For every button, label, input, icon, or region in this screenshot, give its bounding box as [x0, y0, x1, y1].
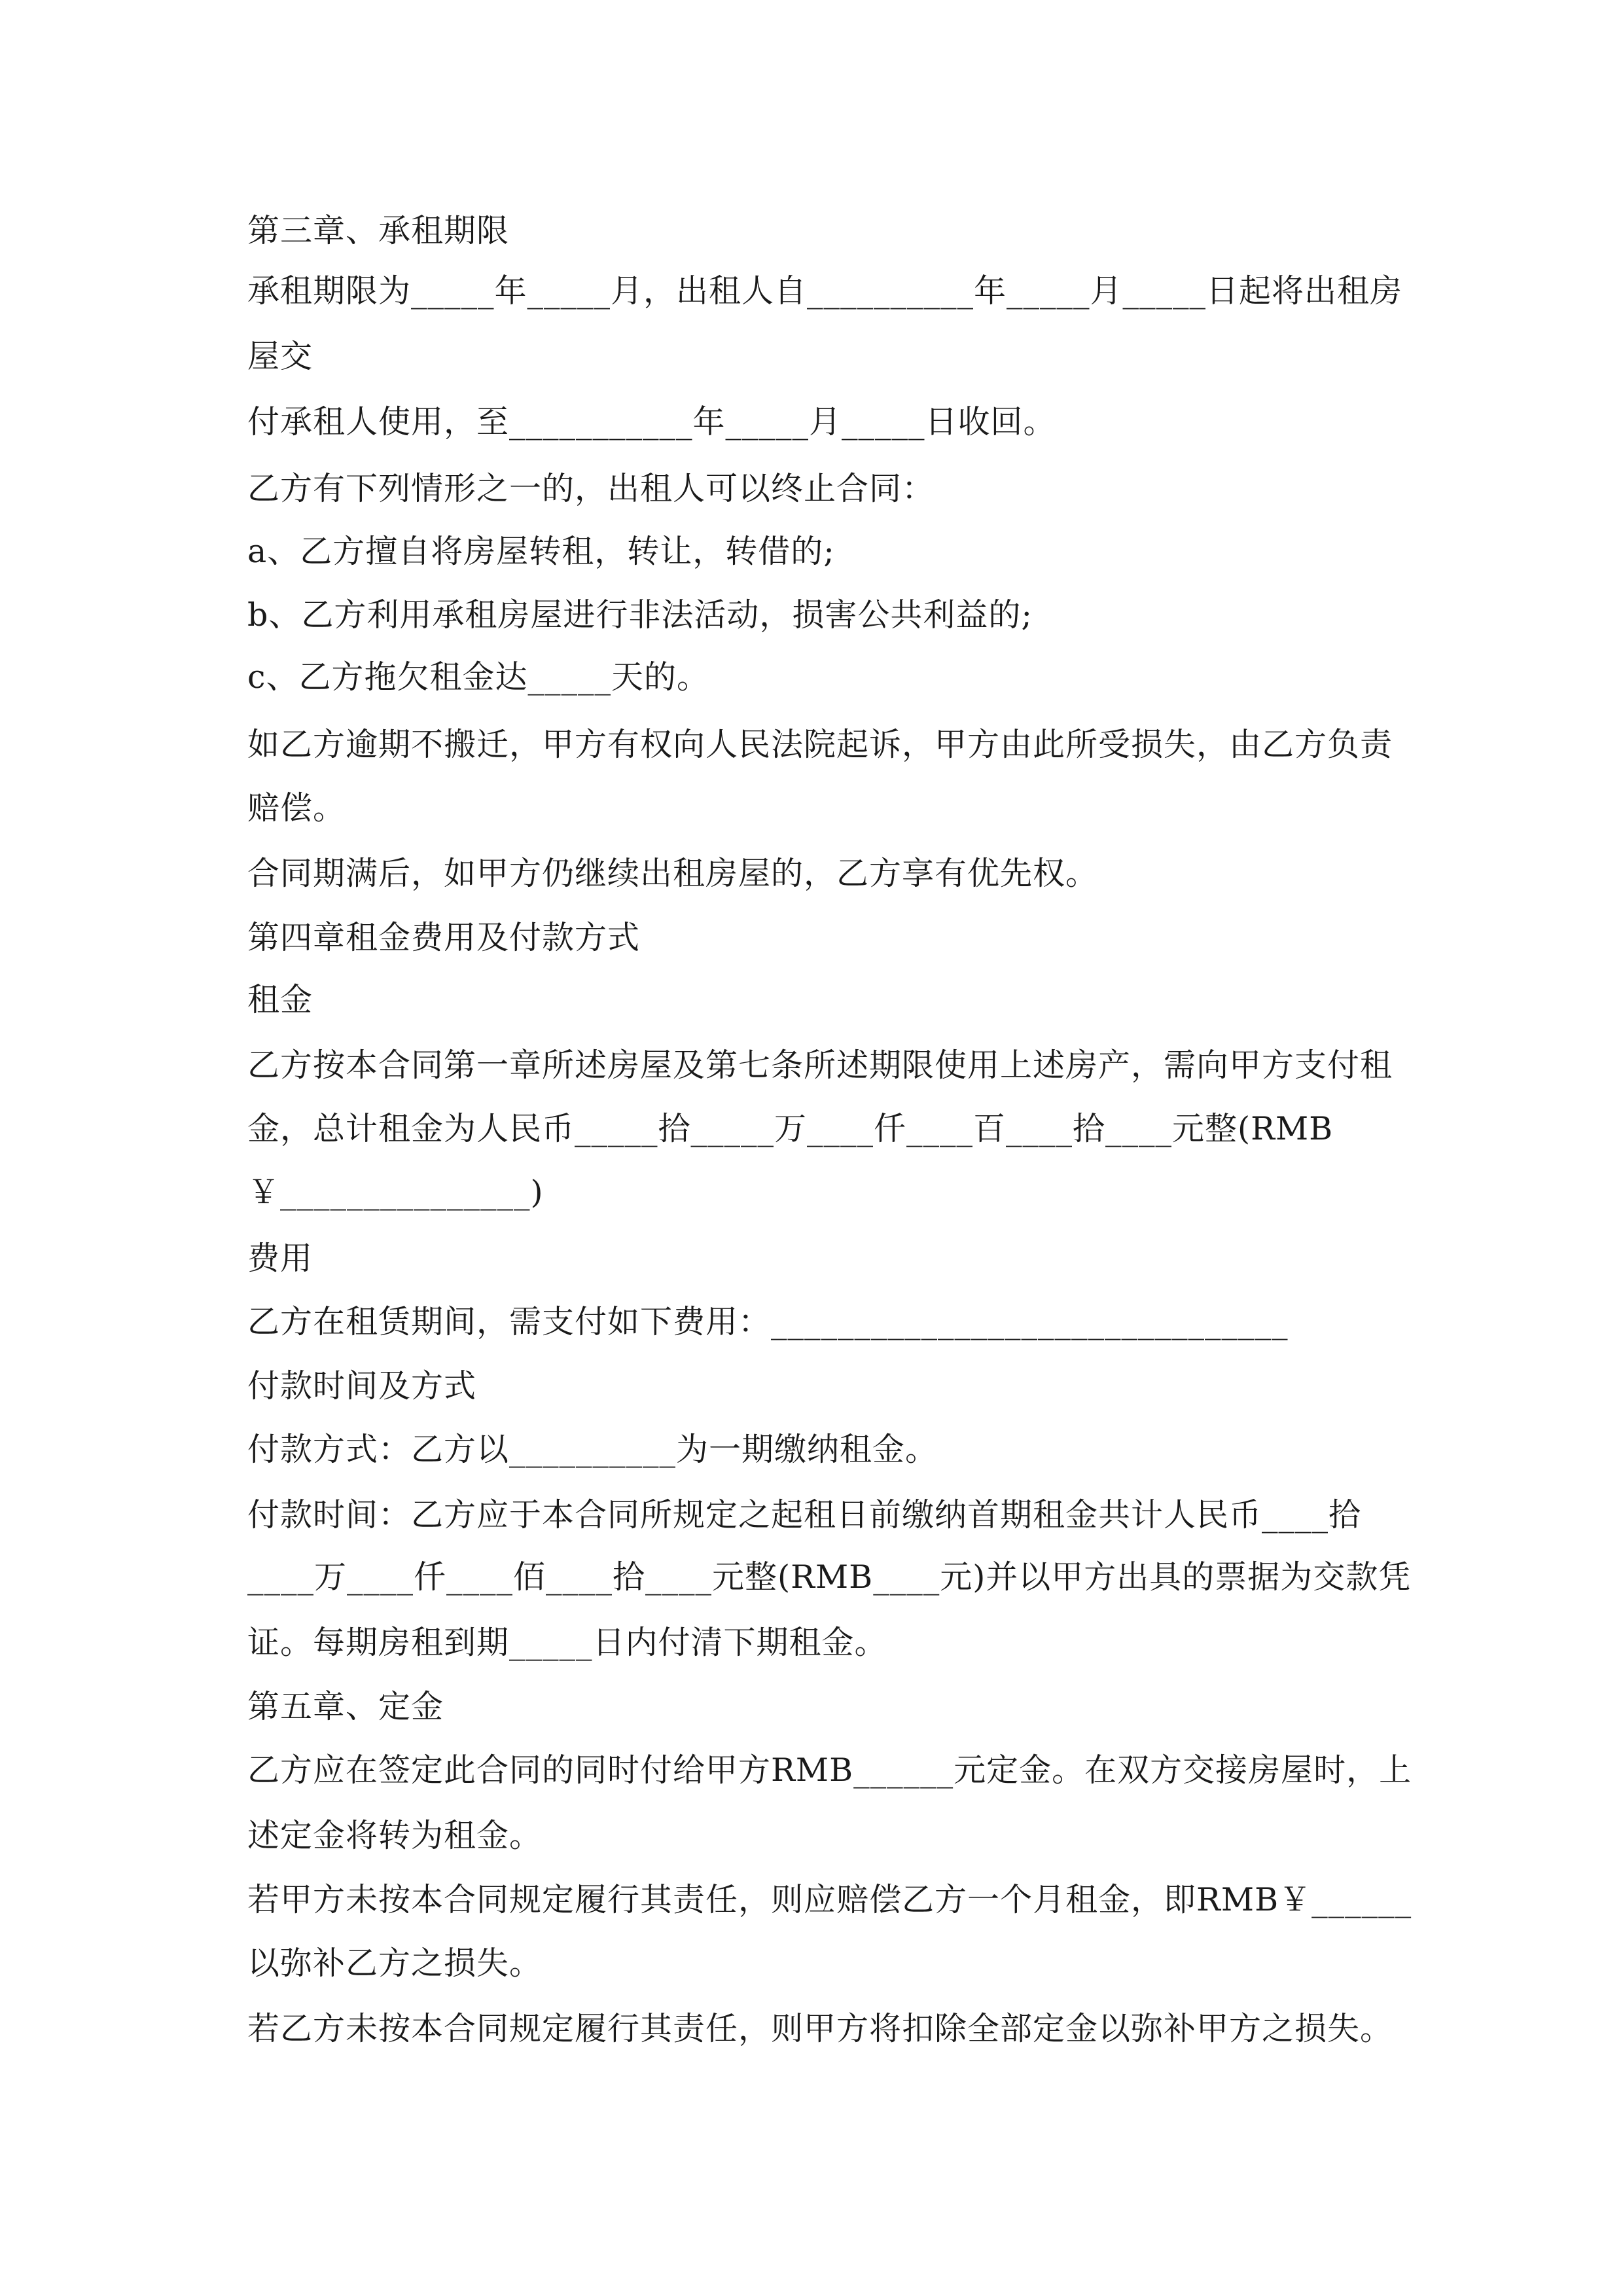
rent-subheading: 租金 [247, 981, 313, 1018]
overdue-clause-line-1: 如乙方逾期不搬迁，甲方有权向人民法院起诉，甲方由此所受损失，由乙方负责 [247, 726, 1393, 763]
deposit-clause-line-1: 乙方应在签定此合同的同时付给甲方RMB______元定金。在双方交接房屋时，上 [247, 1751, 1412, 1789]
payment-time-line-1: 付款时间：乙方应于本合同所规定之起租日前缴纳首期租金共计人民币____拾 [247, 1496, 1362, 1534]
rent-clause-line-1: 乙方按本合同第一章所述房屋及第七条所述期限使用上述房产，需向甲方支付租 [247, 1047, 1393, 1084]
lessee-breach-clause: 若乙方未按本合同规定履行其责任，则甲方将扣除全部定金以弥补甲方之损失。 [247, 2010, 1393, 2047]
payment-time-line-3: 证。每期房租到期_____日内付清下期租金。 [247, 1624, 887, 1661]
chapter-5-heading: 第五章、定金 [247, 1688, 444, 1725]
termination-intro: 乙方有下列情形之一的，出租人可以终止合同： [247, 470, 935, 507]
rent-clause-line-2: 金，总计租金为人民币_____拾_____万____仟____百____拾____元整(RMB [247, 1110, 1334, 1147]
fees-subheading: 费用 [247, 1240, 313, 1277]
lease-term-line-2: 屋交 [247, 338, 313, 375]
payment-method-clause: 付款方式：乙方以__________为一期缴纳租金。 [247, 1431, 938, 1468]
priority-clause: 合同期满后，如甲方仍继续出租房屋的，乙方享有优先权。 [247, 855, 1099, 892]
chapter-4-heading: 第四章租金费用及付款方式 [247, 919, 641, 956]
overdue-clause-line-2: 赔偿。 [247, 789, 346, 827]
termination-item-a: a、乙方擅自将房屋转租，转让，转借的; [247, 533, 835, 570]
fees-clause: 乙方在租赁期间，需支付如下费用：_______________________________ [247, 1303, 1289, 1340]
termination-item-b: b、乙方利用承租房屋进行非法活动，损害公共利益的; [247, 596, 1033, 634]
lessor-breach-line-2: 以弥补乙方之损失。 [247, 1945, 543, 1982]
payment-time-line-2: ____万____仟____佰____拾____元整(RMB____元)并以甲方出具的票据为交款凭 [247, 1558, 1412, 1596]
payment-subheading: 付款时间及方式 [247, 1367, 477, 1405]
termination-item-c: c、乙方拖欠租金达_____天的。 [247, 658, 709, 696]
lease-term-line-3: 付承租人使用，至___________年_____月_____日收回。 [247, 403, 1056, 440]
deposit-clause-line-2: 述定金将转为租金。 [247, 1817, 543, 1854]
rent-clause-line-3: ￥_______________) [247, 1174, 544, 1211]
chapter-3-heading: 第三章、承租期限 [247, 212, 510, 249]
lease-term-line-1: 承租期限为_____年_____月，出租人自__________年_____月_____日起将出租房 [247, 272, 1403, 310]
lessor-breach-line-1: 若甲方未按本合同规定履行其责任，则应赔偿乙方一个月租金，即RMB￥______ [247, 1881, 1412, 1918]
